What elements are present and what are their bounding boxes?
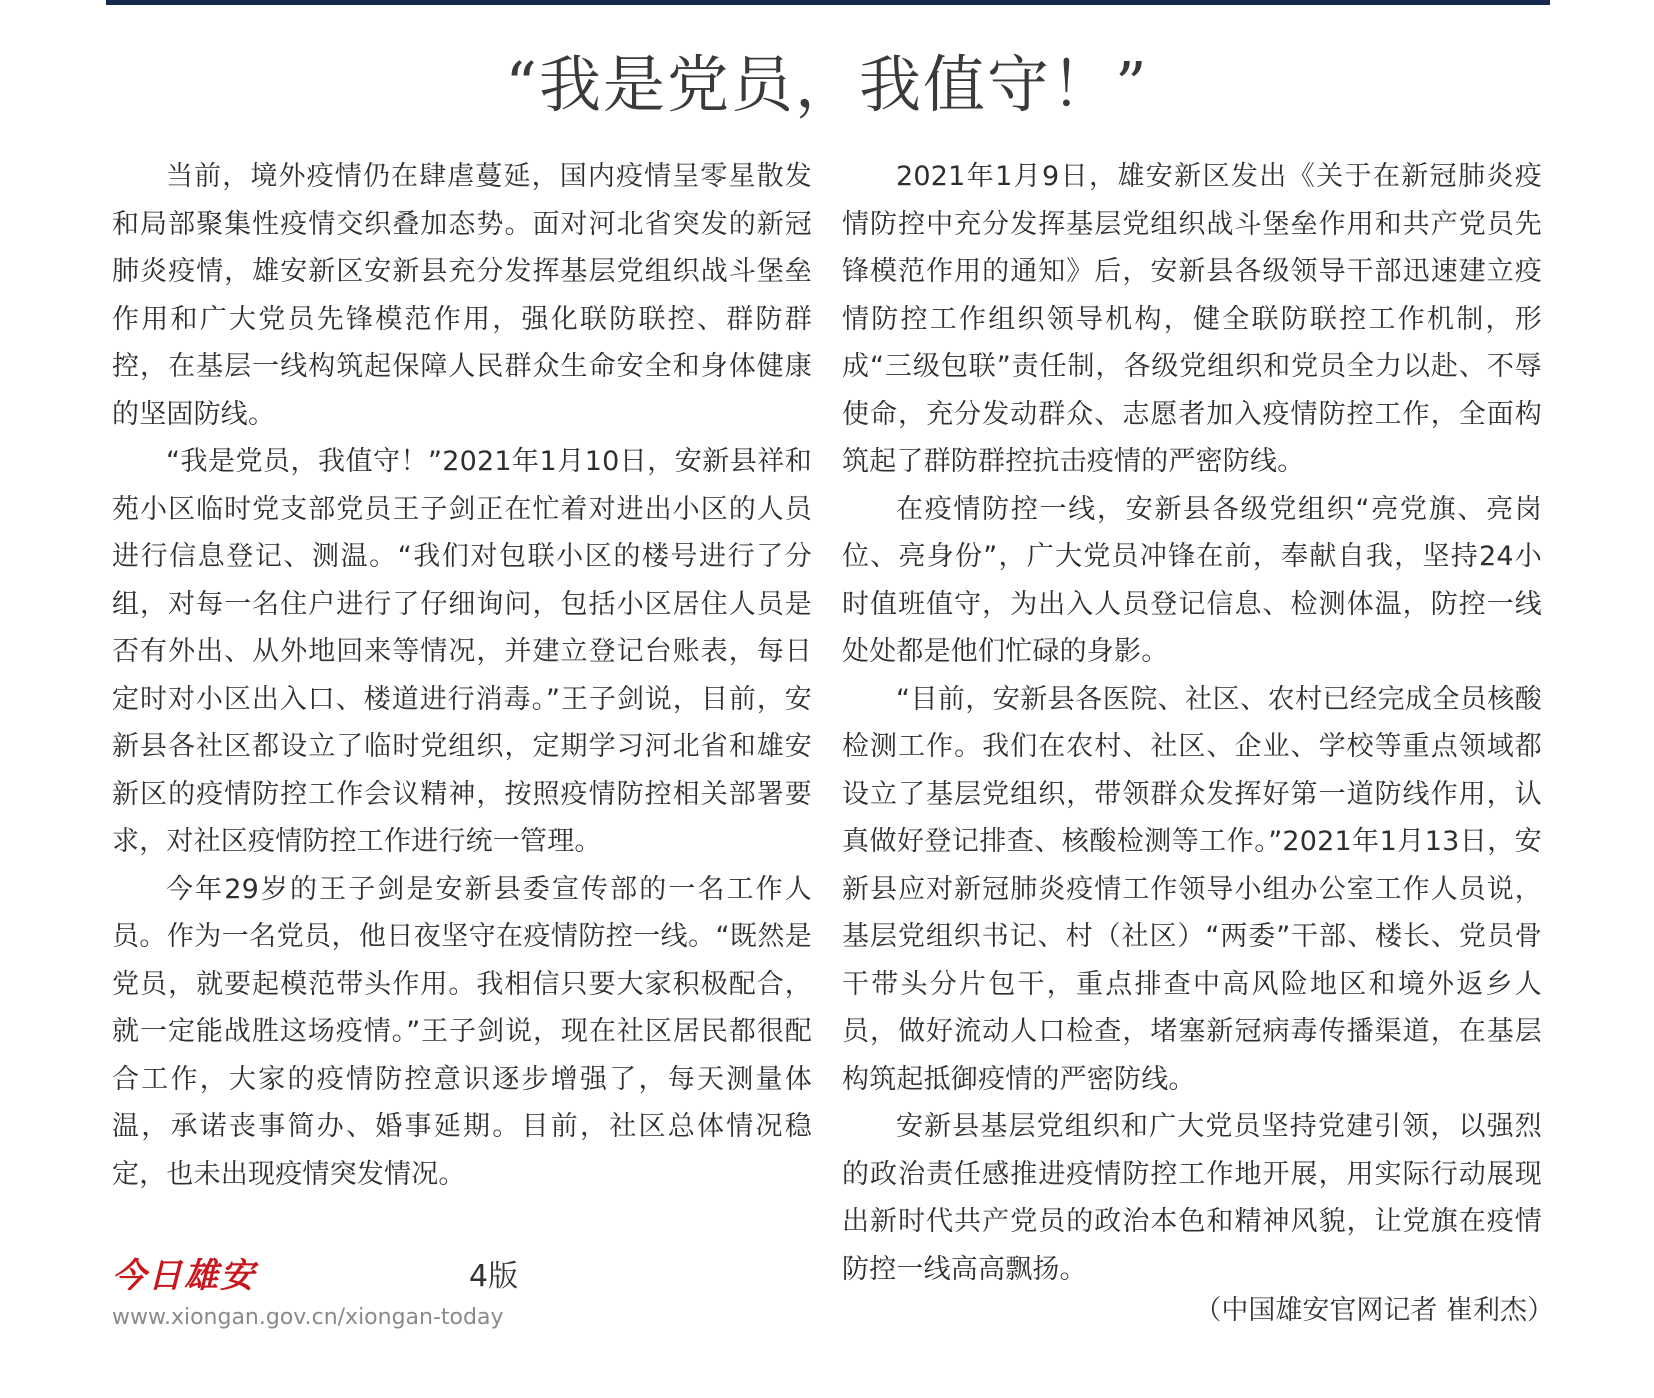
masthead [112,1255,532,1345]
left-column [112,153,812,1198]
paragraph: 在疫情防控一线，安新县各级党组织“亮党旗、亮岗位、亮身份”，广大党员冲锋在前，奉献自我，坚持24小时值班值守，为出入人员登记信息、检测体温，防控一线处处都是他们忙碌的身影。 [842,493,1542,667]
paragraph: 当前，境外疫情仍在肆虐蔓延，国内疫情呈零星散发和局部聚集性疫情交织叠加态势。面对河北省突发的新冠肺炎疫情，雄安新区安新县充分发挥基层党组织战斗堡垒作用和广大党员先锋模范作用，强化联防联控、群防群控，在基层一线构筑起保障人民群众生命安全和身体健康的坚固防线。 [112,161,812,430]
paragraph: “我是党员，我值守！”2021年1月10日，安新县祥和苑小区临时党支部党员王子剑正在忙着对进出小区的人员进行信息登记、测温。“我们对包联小区的楼号进行了分组，对每一名住户进行了仔细询问，包括小区居住人员是否有外出、从外地回来等情况，并建立登记台账表，每日定时对小区出入口、楼道进行消毒。”王子剑说，目前，安新县各社区都设立了临时党组织，定期学习河北省和雄安新区的疫情防控工作会议精神，按照疫情防控相关部署要求，对社区疫情防控工作进行统一管理。 [112,446,812,857]
paragraph: 今年29岁的王子剑是安新县委宣传部的一名工作人员。作为一名党员，他日夜坚守在疫情防控一线。“既然是党员，就要起模范带头作用。我相信只要大家积极配合，就一定能战胜这场疫情。”王子剑说，现在社区居民都很配合工作，大家的疫情防控意识逐步增强了，每天测量体温，承诺丧事简办、婚事延期。目前，社区总体情况稳定，也未出现疫情突发情况。 [112,873,812,1190]
masthead-logo: 今日雄安 [112,1256,256,1296]
byline: （中国雄安官网记者 崔利杰） [1194,1295,1554,1326]
edition-label: 4版 [469,1259,519,1294]
site-url[interactable]: www.xiongan.gov.cn/xiongan-today [112,1305,504,1330]
top-rule [106,0,1550,5]
paragraph: 2021年1月9日，雄安新区发出《关于在新冠肺炎疫情防控中充分发挥基层党组织战斗堡垒作用和共产党员先锋模范作用的通知》后，安新县各级领导干部迅速建立疫情防控工作组织领导机构，健全联防联控工作机制，形成“三级包联”责任制，各级党组织和党员全力以赴、不辱使命，充分发动群众、志愿者加入疫情防控工作，全面构筑起了群防群控抗击疫情的严密防线。 [842,161,1542,477]
right-column [842,153,1542,1293]
paragraph: 安新县基层党组织和广大党员坚持党建引领，以强烈的政治责任感推进疫情防控工作地开展，用实际行动展现出新时代共产党员的政治本色和精神风貌，让党旗在疫情防控一线高高飘扬。 [842,1111,1542,1285]
paragraph: “目前，安新县各医院、社区、农村已经完成全员核酸检测工作。我们在农村、社区、企业、学校等重点领域都设立了基层党组织，带领群众发挥好第一道防线作用，认真做好登记排查、核酸检测等工作。”2021年1月13日，安新县应对新冠肺炎疫情工作领导小组办公室工作人员说，基层党组织书记、村（社区）“两委”干部、楼长、党员骨干带头分片包干，重点排查中高风险地区和境外返乡人员，做好流动人口检查，堵塞新冠病毒传播渠道，在基层构筑起抵御疫情的严密防线。 [842,683,1542,1095]
headline: “我是党员，我值守！” [505,48,1149,121]
